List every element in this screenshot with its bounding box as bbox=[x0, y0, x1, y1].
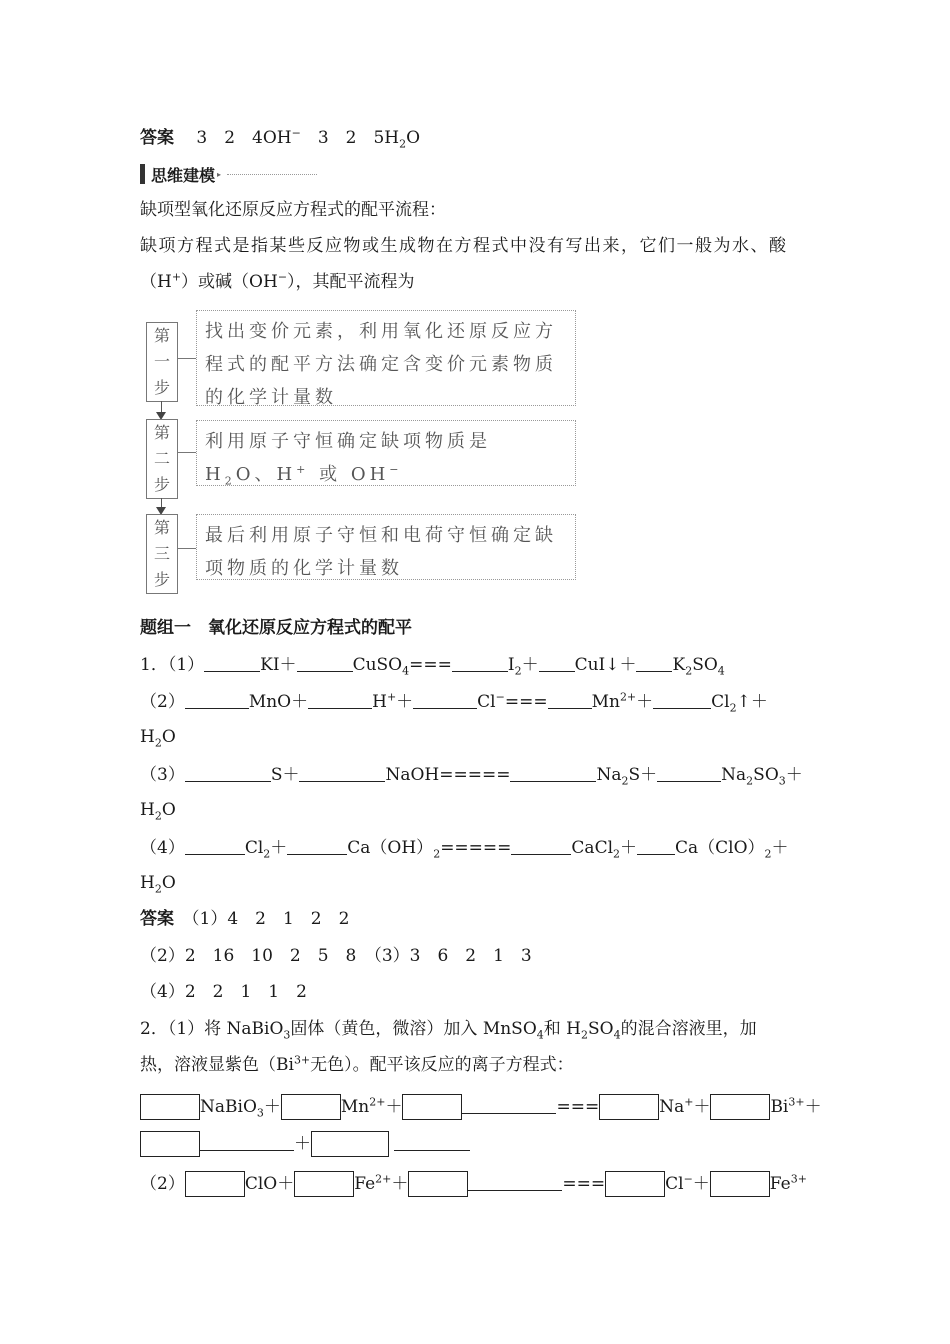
blank[interactable] bbox=[539, 655, 575, 672]
step-3-label: 第 三 步 bbox=[146, 514, 178, 594]
answer-box[interactable] bbox=[710, 1094, 770, 1120]
blank[interactable] bbox=[548, 692, 592, 709]
step-2-label: 第 二 步 bbox=[146, 419, 178, 499]
answer-box[interactable] bbox=[140, 1094, 200, 1120]
blank[interactable] bbox=[185, 765, 271, 782]
model-paragraph-line-1: 缺项方程式是指某些反应物或生成物在方程式中没有写出来，它们一般为水、酸 bbox=[140, 236, 788, 256]
answer-box[interactable] bbox=[710, 1171, 770, 1197]
blank[interactable] bbox=[308, 692, 372, 709]
step-2-text: 利用原子守恒确定缺项物质是 $H_2O$、H+ 或 OH− bbox=[196, 420, 576, 486]
answer-box[interactable] bbox=[402, 1094, 462, 1120]
blank[interactable] bbox=[299, 765, 385, 782]
step-1-text: 找出变价元素，利用氧化还原反应方程式的配平方法确定含变价元素物质的化学计量数 bbox=[196, 310, 576, 406]
q1-part-4-tail: $H_2O$ bbox=[140, 873, 176, 896]
section-divider bbox=[227, 174, 317, 175]
q1-part-4: （4） $Cl_2+ Ca(OH)_2=====$ CaCl$_2$＋ $Ca(ClO)_2+$ bbox=[140, 838, 789, 861]
blank[interactable] bbox=[511, 838, 571, 855]
blank[interactable] bbox=[510, 765, 596, 782]
model-heading: 缺项型氧化还原反应方程式的配平流程： bbox=[140, 200, 446, 220]
answer-box[interactable] bbox=[140, 1131, 200, 1157]
blank[interactable] bbox=[657, 765, 721, 782]
q2-equation-1: NaBiO$_3$＋ $Mn^{2+}+$ === $Na^++ Bi^{3+}+$ bbox=[140, 1094, 822, 1120]
answer-box[interactable] bbox=[281, 1094, 341, 1120]
step-1-label: 第 一 步 bbox=[146, 322, 178, 402]
blank[interactable] bbox=[637, 838, 675, 855]
q2-equation-2: （2） $ClO+ Fe^{2+}+$ === $Cl^-+ Fe^{3+}$ bbox=[140, 1171, 807, 1197]
section-bar bbox=[140, 164, 145, 184]
answer-box[interactable] bbox=[605, 1171, 665, 1197]
blank[interactable] bbox=[185, 692, 249, 709]
answer-2-line-2: （2）2 16 10 2 5 8 （3）3 6 2 1 3 bbox=[140, 946, 532, 966]
step-3-text: 最后利用原子守恒和电荷守恒确定缺项物质的化学计量数 bbox=[196, 514, 576, 580]
step-1-connector bbox=[177, 358, 196, 359]
group-1-title: 题组一 氧化还原反应方程式的配平 bbox=[140, 618, 412, 638]
step-3-connector bbox=[177, 548, 196, 549]
q2-equation-1b: ＋ bbox=[140, 1131, 470, 1157]
answer-box[interactable] bbox=[311, 1131, 389, 1157]
answer-box[interactable] bbox=[408, 1171, 468, 1197]
blank[interactable] bbox=[452, 655, 508, 672]
model-paragraph-line-2: （H+）或碱（OH−），其配平流程为 bbox=[140, 270, 415, 292]
q1-part-3-tail: $H_2O$ bbox=[140, 800, 176, 823]
answer-line-1 bbox=[140, 126, 421, 151]
blank[interactable] bbox=[200, 1134, 294, 1151]
blank[interactable] bbox=[287, 838, 347, 855]
section-header bbox=[140, 163, 317, 185]
blank[interactable] bbox=[462, 1097, 556, 1114]
q1-part-2: （2） $MnO+ H^++ Cl^-=== Mn^{2+}+$ $Cl_2↑+$ bbox=[140, 690, 768, 715]
section-arrow-icon: ▸ bbox=[217, 169, 222, 179]
step-2-connector bbox=[177, 452, 196, 453]
blank[interactable] bbox=[297, 655, 353, 672]
blank[interactable] bbox=[468, 1174, 562, 1191]
answer-box[interactable] bbox=[185, 1171, 245, 1197]
answer-2-line-1: 答案 （1）4 2 1 2 2 bbox=[140, 909, 350, 929]
blank[interactable] bbox=[413, 692, 477, 709]
answer-box[interactable] bbox=[599, 1094, 659, 1120]
blank[interactable] bbox=[204, 655, 260, 672]
answer-box[interactable] bbox=[294, 1171, 354, 1197]
q1-part-2-tail: $H_2O$ bbox=[140, 727, 176, 750]
q2-line-1: 2．（1）将 NaBiO$_3$固体（黄色，微溶）加入 MnSO$_4$和 $H_2SO_4$的混合溶液里，加 bbox=[140, 1019, 757, 1042]
answer-label: 答案 bbox=[140, 128, 174, 148]
blank[interactable] bbox=[653, 692, 711, 709]
q1-part-1: 1．（1） KI＋ CuSO$_4$=== $I_2+$ CuI↓＋ $K_2SO_4$ bbox=[140, 655, 725, 678]
answer-values: 3 2 4OH− 3 2 $5H_2O$ bbox=[196, 126, 421, 151]
q1-part-3: （3） S＋ NaOH===== $Na_2S+ Na_2SO_3+$ bbox=[140, 765, 803, 788]
q2-line-2: 热，溶液显紫色（$Bi^{3+}$无色）。配平该反应的离子方程式： bbox=[140, 1053, 574, 1075]
answer-2-line-3: （4）2 2 1 1 2 bbox=[140, 982, 307, 1002]
section-title: 思维建模 bbox=[151, 165, 216, 185]
blank[interactable] bbox=[636, 655, 672, 672]
blank[interactable] bbox=[394, 1134, 470, 1151]
blank[interactable] bbox=[185, 838, 245, 855]
